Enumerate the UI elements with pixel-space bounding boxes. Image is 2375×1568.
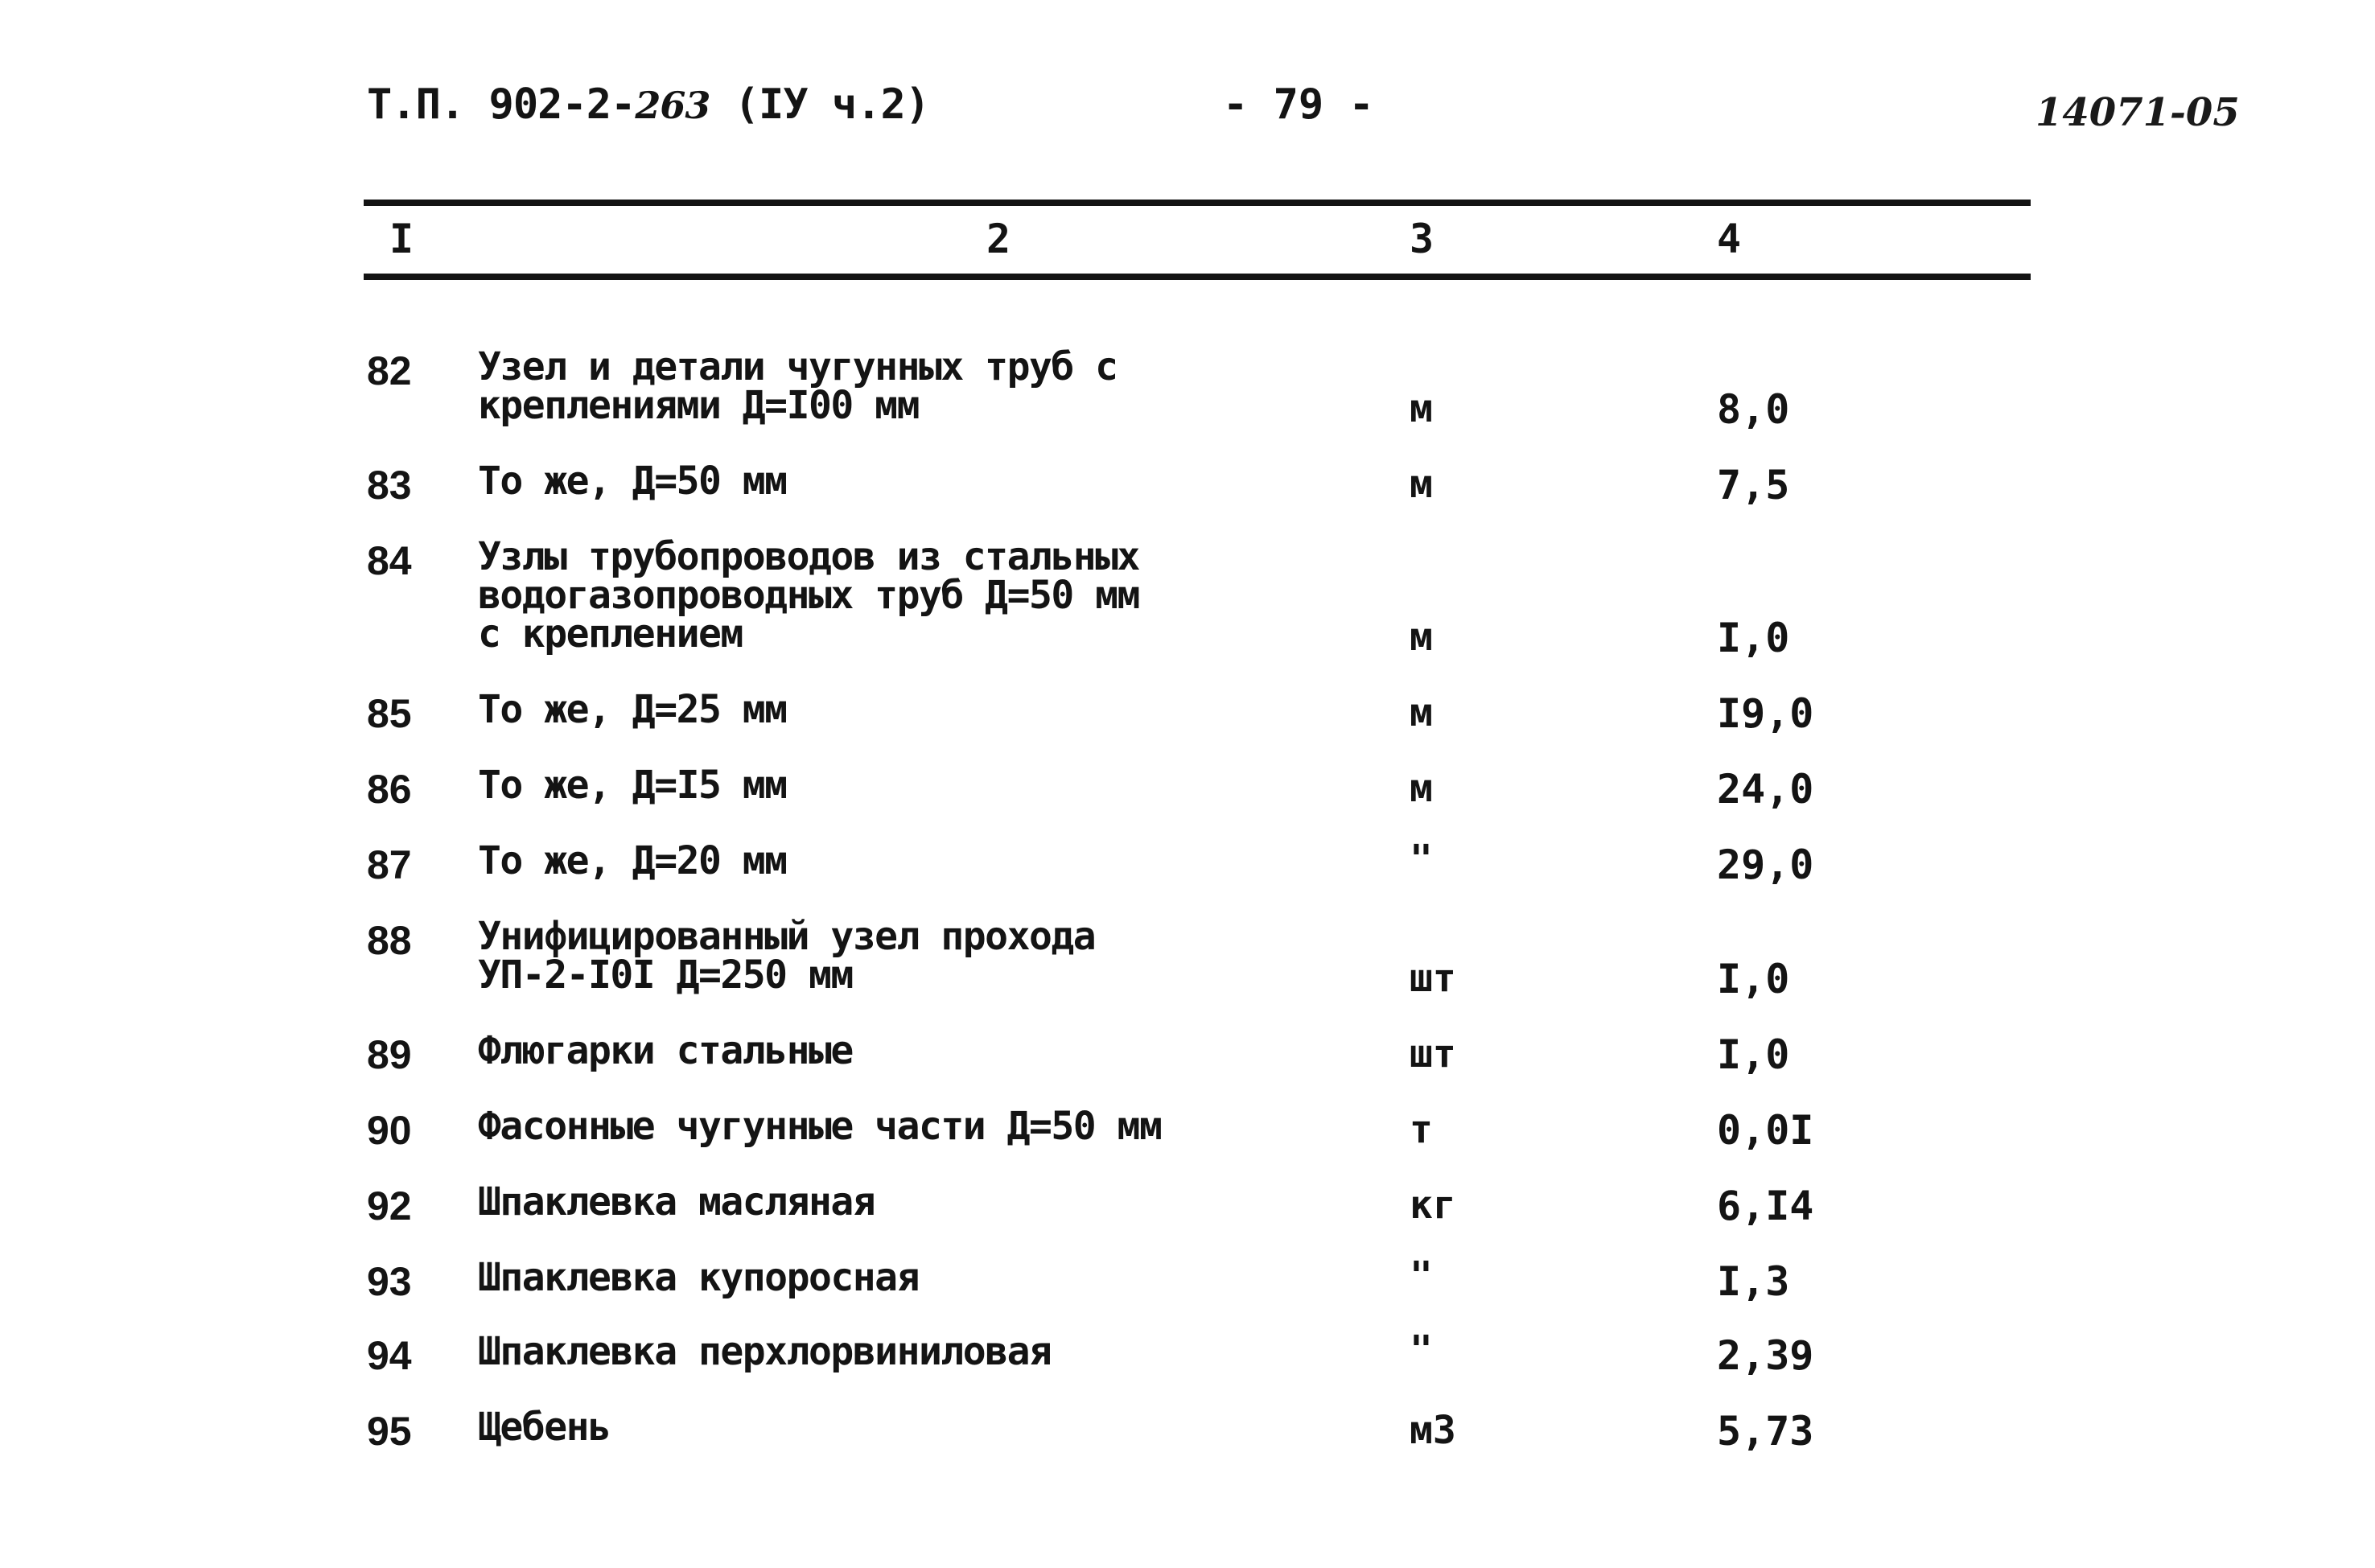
row-number: 88: [367, 918, 412, 963]
row-name: Флюгарки стальные: [478, 1028, 853, 1073]
row-quantity: I,0: [1717, 615, 1790, 661]
row-unit: м: [1410, 462, 1433, 507]
row-unit: ": [1410, 837, 1433, 882]
row-quantity: 8,0: [1717, 386, 1790, 433]
row-unit: м: [1410, 386, 1433, 431]
row-name: Шпаклевка купоросная: [478, 1255, 919, 1300]
row-name: Шпаклевка масляная: [478, 1179, 875, 1224]
row-number: 84: [367, 538, 412, 583]
document-code-suffix: (IУ ч.2): [710, 80, 930, 129]
row-unit: м3: [1410, 1408, 1456, 1453]
row-name: То же, Д=50 мм: [478, 459, 787, 504]
row-number: 94: [367, 1333, 412, 1378]
row-number: 86: [367, 767, 412, 812]
row-unit: шт: [1410, 1031, 1456, 1076]
row-unit: м: [1410, 615, 1433, 660]
document-code-handwritten: 263: [635, 84, 710, 127]
row-quantity: I,3: [1717, 1258, 1790, 1305]
row-unit: м: [1410, 690, 1433, 735]
row-number: 85: [367, 691, 412, 736]
document-code: [367, 80, 929, 129]
row-number: 92: [367, 1183, 412, 1228]
row-number: 83: [367, 463, 412, 508]
row-name: Узел и детали чугунных труб с креплениями Д=I00 мм: [478, 344, 1118, 428]
row-number: 89: [367, 1032, 412, 1077]
row-name: Узлы трубопроводов из стальных водогазопроводных труб Д=50 мм с креплением: [478, 534, 1139, 656]
column-number-1: I: [389, 216, 414, 262]
row-name: То же, Д=I5 мм: [478, 763, 787, 808]
column-number-4: 4: [1717, 216, 1742, 262]
column-number-2: 2: [986, 216, 1011, 262]
row-number: 95: [367, 1409, 412, 1454]
row-unit: т: [1410, 1107, 1433, 1152]
row-name: Фасонные чугунные части Д=50 мм: [478, 1104, 1162, 1149]
table-top-rule: [364, 200, 2031, 206]
row-quantity: I,0: [1717, 1031, 1790, 1078]
row-quantity: 7,5: [1717, 462, 1790, 508]
row-quantity: 5,73: [1717, 1408, 1814, 1455]
table-header-rule: [364, 274, 2031, 280]
row-quantity: 6,I4: [1717, 1183, 1814, 1229]
row-number: 82: [367, 348, 412, 393]
row-quantity: 2,39: [1717, 1332, 1814, 1379]
row-quantity: I,0: [1717, 956, 1790, 1002]
row-unit: шт: [1410, 956, 1456, 1001]
row-name: То же, Д=25 мм: [478, 687, 787, 732]
inventory-stamp: 14071-05: [2035, 90, 2240, 135]
document-code-prefix: Т.П. 902-2-: [367, 80, 636, 129]
column-number-3: 3: [1410, 216, 1434, 262]
row-name: То же, Д=20 мм: [478, 838, 787, 883]
row-quantity: 29,0: [1717, 842, 1814, 888]
row-quantity: I9,0: [1717, 690, 1814, 737]
row-number: 90: [367, 1108, 412, 1153]
row-unit: ": [1410, 1253, 1433, 1298]
row-unit: ": [1410, 1327, 1433, 1373]
row-name: Шпаклевка перхлорвиниловая: [478, 1329, 1052, 1374]
row-number: 87: [367, 842, 412, 887]
row-quantity: 0,0I: [1717, 1107, 1814, 1154]
row-number: 93: [367, 1259, 412, 1304]
row-unit: кг: [1410, 1183, 1456, 1228]
row-name: Унифицированный узел прохода УП-2-I0I Д=250 мм: [478, 914, 1096, 998]
row-quantity: 24,0: [1717, 766, 1814, 813]
page-number: - 79 -: [1223, 80, 1374, 129]
row-unit: м: [1410, 766, 1433, 811]
row-name: Щебень: [478, 1405, 611, 1450]
